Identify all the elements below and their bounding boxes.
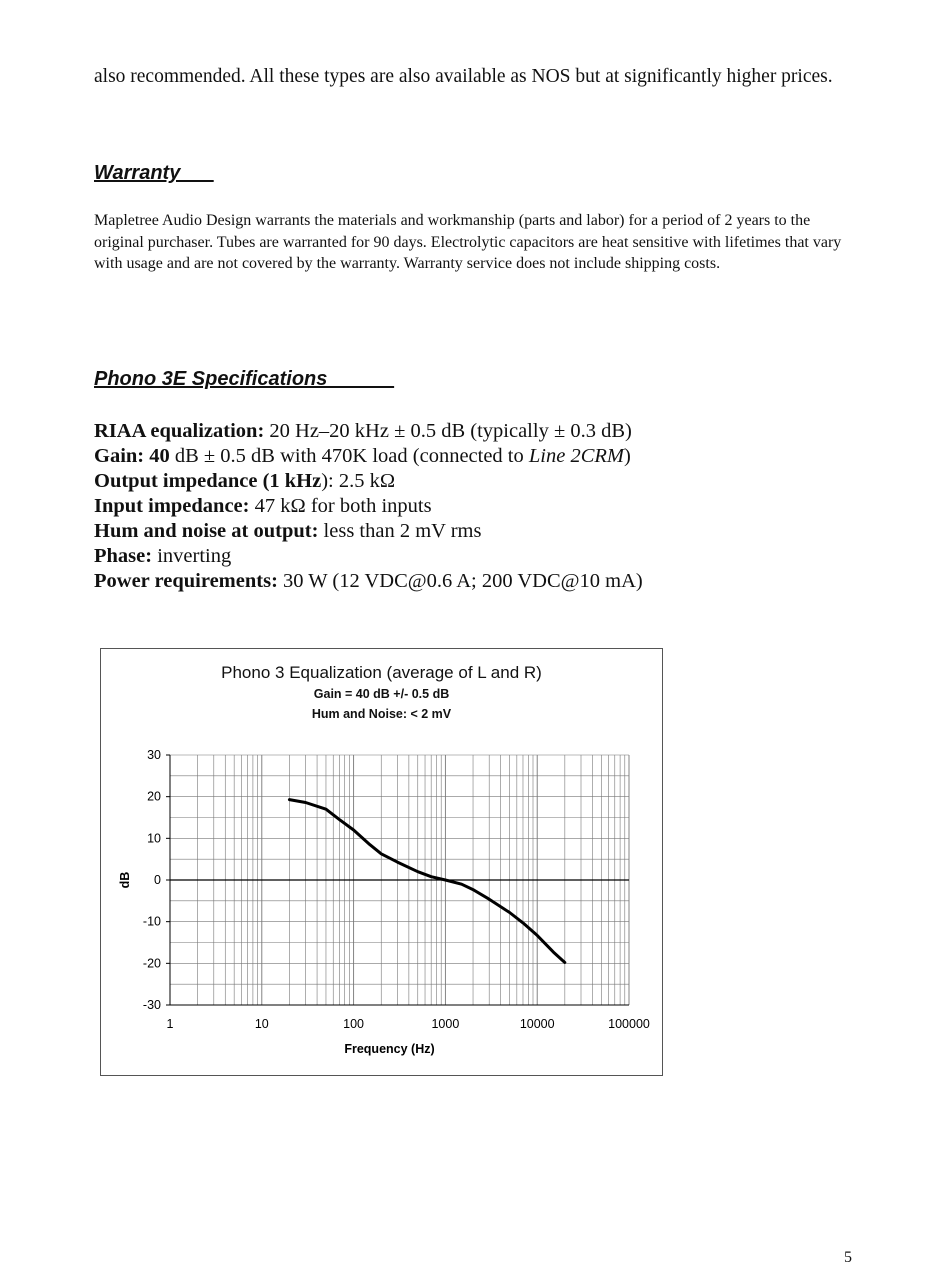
chart-y-tick-label: 30 (147, 748, 161, 762)
spec-gain-close: ) (623, 445, 631, 467)
spec-output-impedance (94, 469, 894, 494)
spec-riaa (94, 419, 894, 444)
chart-y-axis-label: dB (118, 871, 132, 889)
spec-output-value: ): 2.5 kΩ (321, 470, 396, 492)
chart-x-tick-label: 1000 (431, 1017, 460, 1031)
warranty-heading: Warranty___ (94, 162, 214, 184)
chart-y-tick-label: -30 (142, 998, 161, 1012)
spec-input-impedance (94, 494, 894, 519)
warranty-paragraph: Mapletree Audio Design warrants the materials and workmanship (parts and labor) for a period of 2 years to the original purchaser. Tubes are warranted for 90 days. Electrolytic capacitors are heat sensitive with lifetimes that vary with usage and are not covered by the warranty. Warranty service does not include shipping costs. (94, 212, 842, 272)
spec-gain (94, 444, 894, 469)
spec-phase (94, 544, 894, 569)
equalization-chart (100, 648, 663, 1076)
spec-input-label: Input impedance: (94, 495, 250, 517)
specifications-list (94, 419, 894, 594)
chart-series-line (289, 800, 564, 963)
spec-riaa-label: RIAA equalization: (94, 420, 265, 442)
spec-hum-value: less than 2 mV rms (318, 520, 482, 542)
chart-x-tick-label: 1 (166, 1017, 174, 1031)
spec-input-value: 47 kΩ for both inputs (249, 495, 432, 517)
specifications-heading: Phono 3E Specifications______ (94, 368, 395, 390)
chart-x-tick-label: 10000 (519, 1017, 555, 1031)
spec-phase-value: inverting (152, 545, 232, 567)
chart-x-tick-label: 100000 (608, 1017, 650, 1031)
page-number: 5 (844, 1249, 852, 1266)
spec-hum-noise (94, 519, 894, 544)
chart-subtitle-noise: Hum and Noise: < 2 mV (311, 707, 452, 721)
chart-title: Phono 3 Equalization (average of L and R) (221, 663, 542, 682)
spec-power-label: Power requirements: (94, 570, 278, 592)
chart-y-tick-label: 10 (147, 831, 161, 846)
chart-x-tick-label: 10 (254, 1017, 269, 1031)
chart-subtitle-gain: Gain = 40 dB +/- 0.5 dB (313, 687, 450, 701)
chart-plot (101, 649, 664, 1077)
spec-power-value: 30 W (12 VDC@0.6 A; 200 VDC@10 mA) (277, 570, 643, 592)
spec-gain-value: dB ± 0.5 dB with 470K load (connected to (169, 445, 529, 467)
chart-y-tick-label: 0 (154, 873, 161, 887)
chart-x-tick-label: 100 (343, 1017, 365, 1031)
spec-hum-label: Hum and noise at output: (94, 520, 319, 542)
spec-power (94, 569, 894, 594)
chart-y-tick-label: -10 (142, 914, 161, 929)
chart-x-axis-label: Frequency (Hz) (344, 1042, 435, 1056)
chart-y-tick-label: 20 (147, 789, 161, 804)
intro-paragraph: also recommended. All these types are also available as NOS but at significantly higher prices. (94, 66, 833, 87)
chart-y-tick-label: -20 (142, 956, 161, 971)
spec-gain-model: Line 2CRM (528, 445, 624, 467)
spec-phase-label: Phase: (94, 545, 153, 567)
spec-riaa-value: 20 Hz–20 kHz ± 0.5 dB (typically ± 0.3 dB) (264, 420, 632, 442)
spec-gain-label: Gain: 40 (94, 445, 170, 467)
spec-output-label: Output impedance (1 kHz (94, 470, 322, 492)
